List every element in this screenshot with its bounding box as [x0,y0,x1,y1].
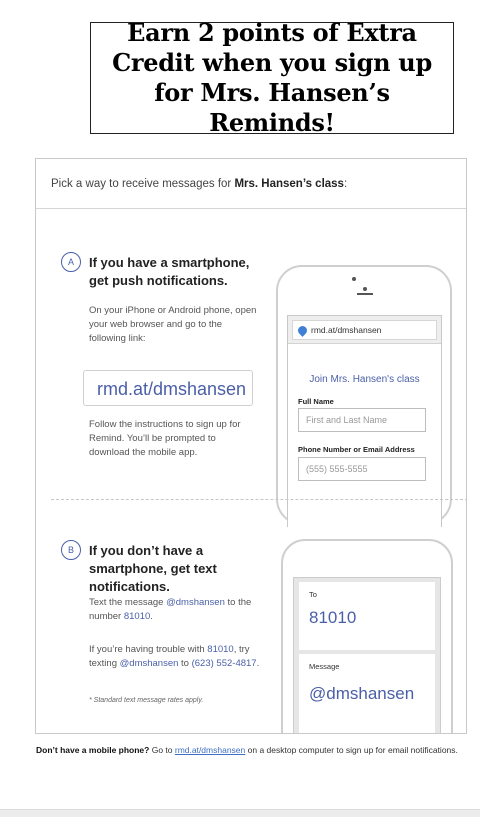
short-code-number: 81010 [123,611,151,622]
feature-phone-illustration [281,539,453,734]
sensor-icon [363,287,367,291]
intro-class-name: Mrs. Hansen’s class [234,178,344,190]
backup-phone-number: (623) 552-4817 [191,658,257,669]
section-b-trouble-text: If you’re having trouble with 81010, try texting @dmshansen to (623) 552-4817. [89,644,260,669]
section-b-title: If you don’t have a smartphone, get text notifications. [89,543,217,594]
url-field[interactable] [292,320,437,340]
message-label: Message [309,662,340,671]
headline-text: Earn 2 points of Extra Credit when you sign up for Mrs. Hansen’s Reminds! [112,18,432,137]
url-text: rmd.at/dmshansen [311,325,382,335]
to-value: 81010 [309,608,357,627]
to-label: To [309,590,317,599]
desktop-signup-link[interactable]: rmd.at/dmshansen [174,745,246,755]
feature-phone-screen [293,577,441,734]
intro-suffix: : [343,178,348,190]
bottom-strip [0,809,480,817]
section-a-instructions: On your iPhone or Android phone, open your web browser and go to the following link: [89,305,257,344]
section-b-badge: B [61,540,81,560]
full-name-label: Full Name [298,397,334,406]
message-value: @dmshansen [309,684,415,703]
browser-url-bar [288,316,441,344]
join-class-title: Join Mrs. Hansen's class [309,374,420,385]
remind-signup-card [35,158,467,734]
contact-label: Phone Number or Email Address [298,445,415,454]
rates-note: * Standard text message rates apply. [89,697,204,704]
keyword-code: @dmshansen [166,597,225,608]
footer-bold: Don’t have a mobile phone? [36,745,150,755]
section-a-follow-up: Follow the instructions to sign up for Remind. You’ll be prompted to download the mobile app. [89,419,241,458]
full-name-input[interactable]: First and Last Name [298,408,426,432]
section-a-title: If you have a smartphone, get push notifications. [89,255,250,288]
footer-note: Don’t have a mobile phone? Go to rmd.at/dmshansen on a desktop computer to sign up for email notifications. [36,745,458,755]
card-intro [36,159,466,209]
intro-prefix: Pick a way to receive messages for [51,178,235,190]
section-b-text-instructions: Text the message @dmshansen to the number 81010. [89,597,252,622]
message-tile [299,654,435,734]
iphone-illustration [276,265,452,525]
remind-logo-icon [296,324,309,337]
to-tile [299,582,435,650]
extra-credit-banner [90,18,454,137]
speaker-icon [357,293,373,295]
contact-input[interactable]: (555) 555-5555 [298,457,426,481]
trouble-keyword-code: @dmshansen [119,658,179,669]
camera-icon [352,277,356,281]
trouble-short-code: 81010 [207,644,234,655]
section-a-badge: A [61,252,81,272]
iphone-screen [287,315,442,527]
section-divider [51,499,467,500]
signup-link-box[interactable]: rmd.at/dmshansen [83,370,253,406]
